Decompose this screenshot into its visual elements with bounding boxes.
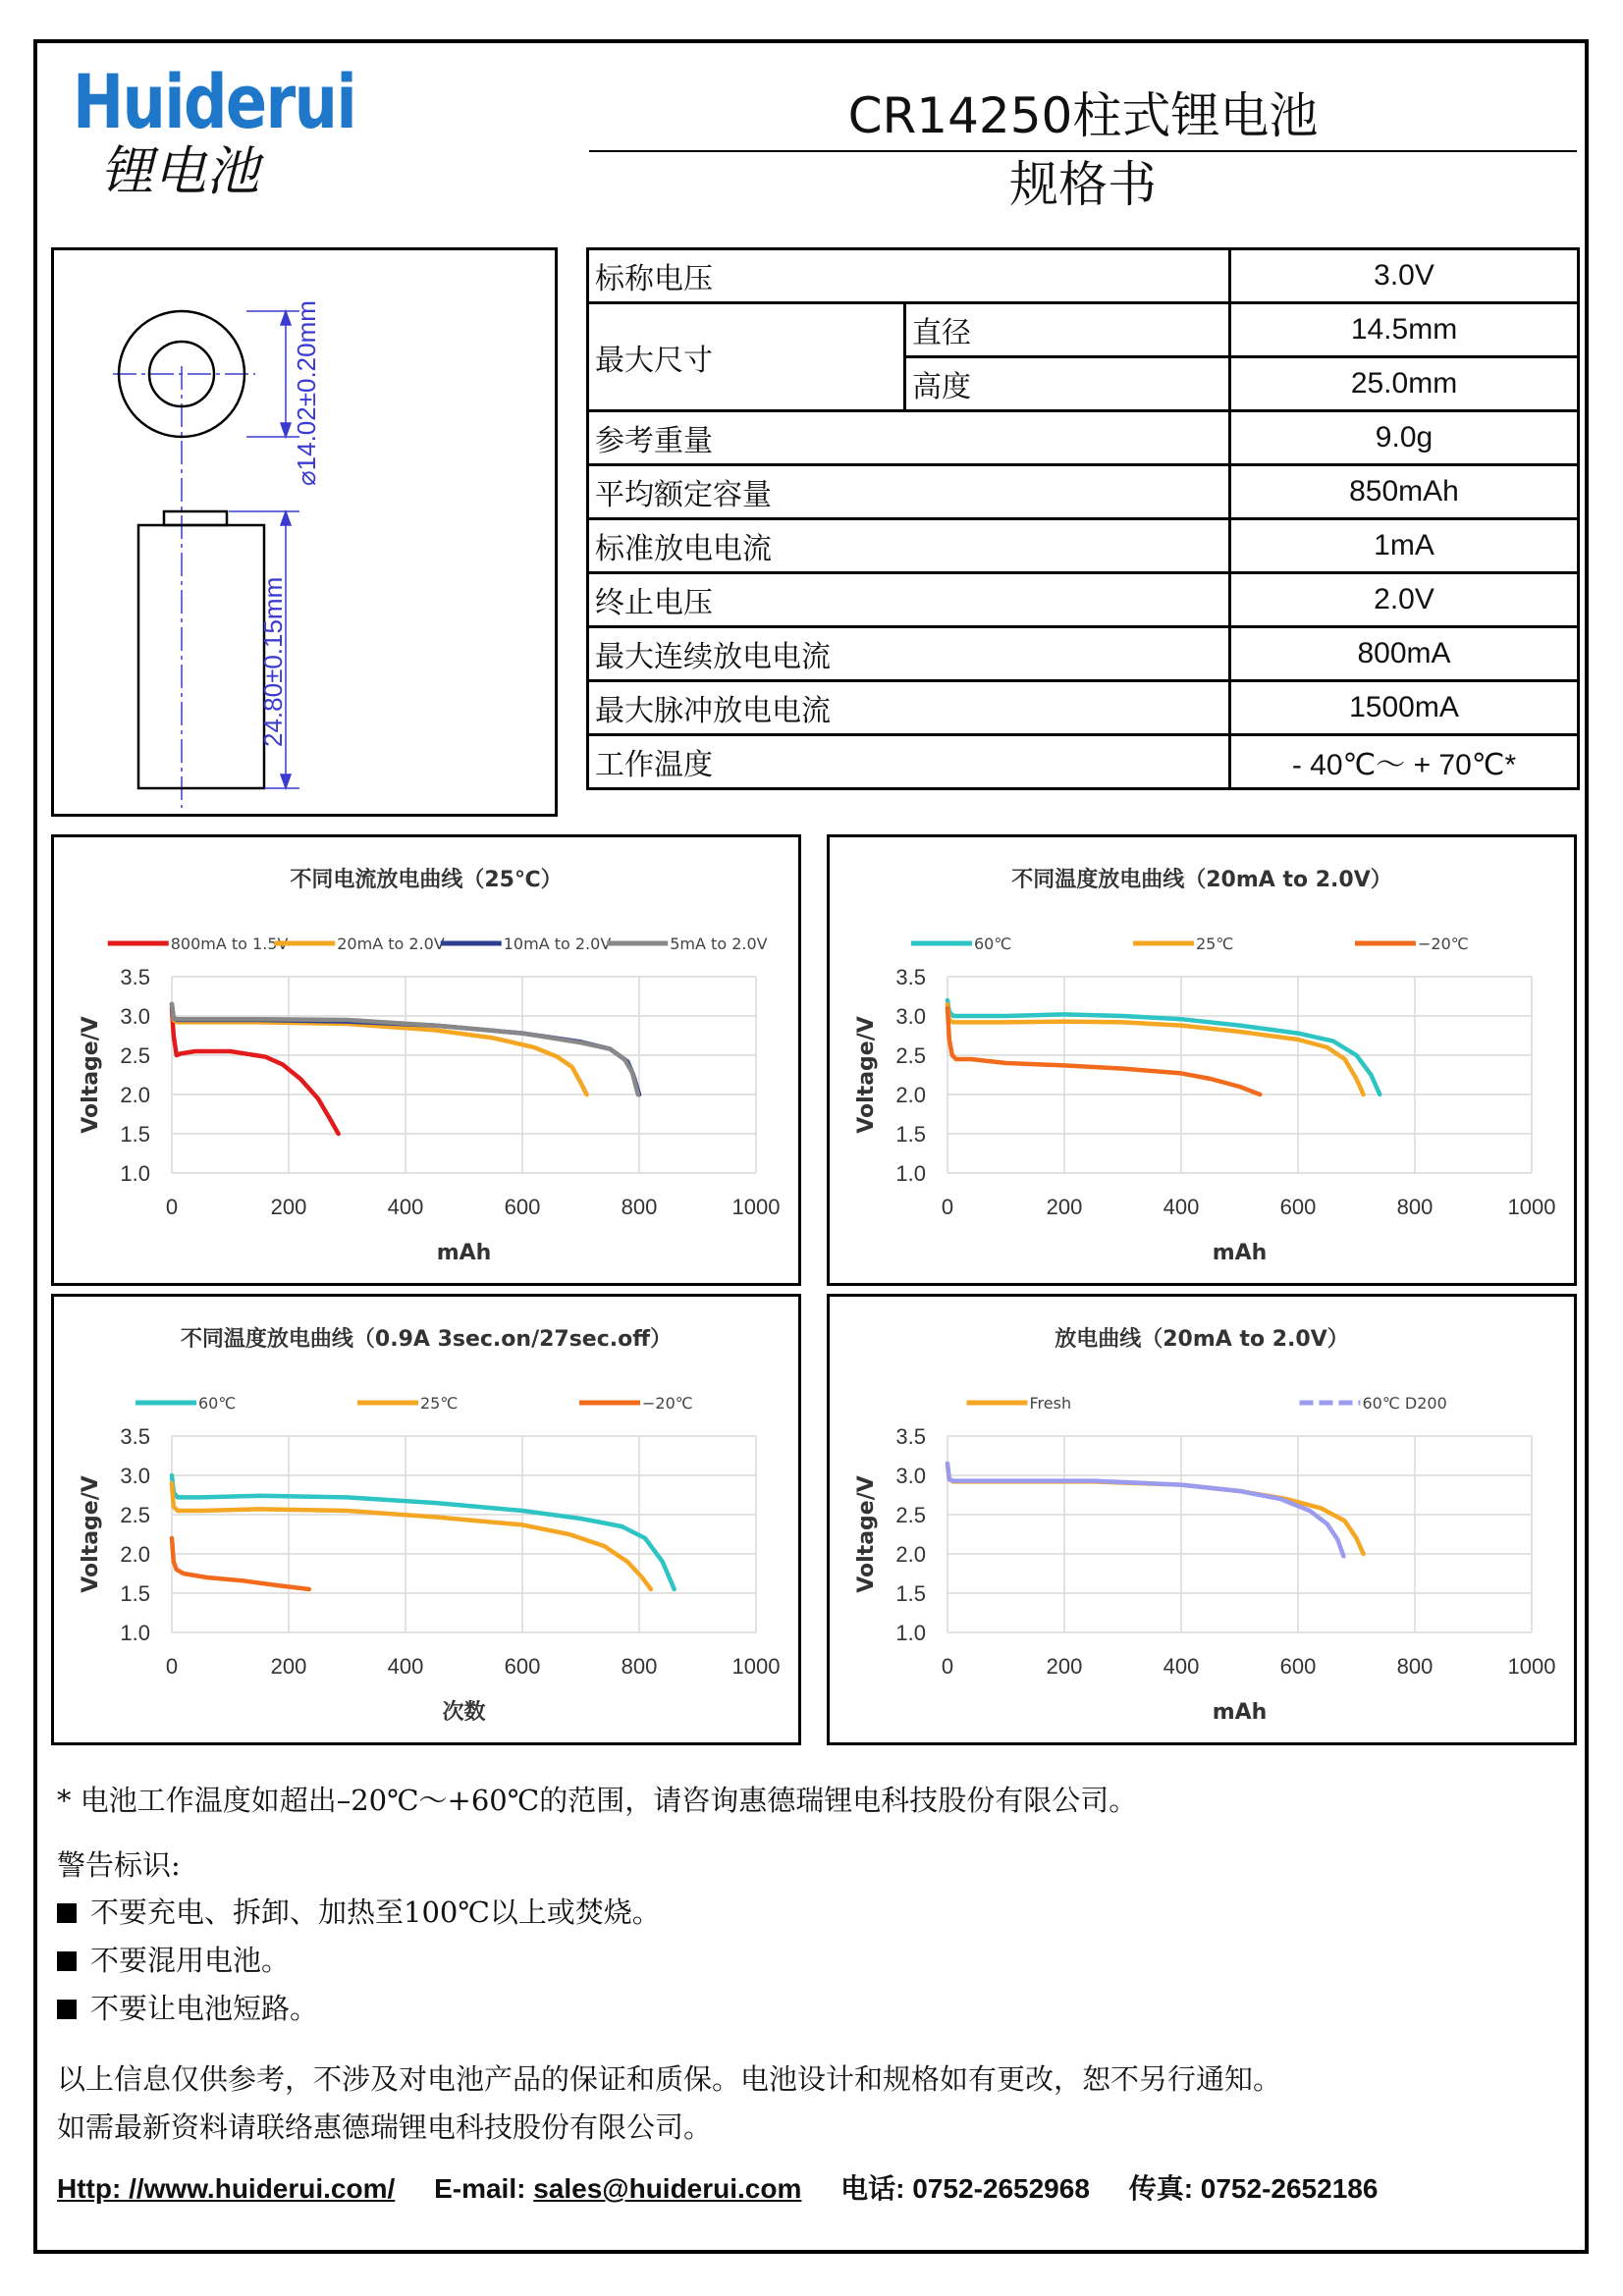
- spec-row: [588, 465, 1579, 519]
- battery-body: [138, 525, 264, 788]
- x-tick-label: 1000: [1507, 1195, 1556, 1219]
- legend-item: [579, 1394, 693, 1413]
- x-tick-label: 800: [1396, 1654, 1434, 1679]
- y-tick-label: 1.0: [120, 1161, 150, 1186]
- series-line: [172, 1483, 651, 1589]
- y-tick-label: 2.0: [895, 1542, 926, 1567]
- y-tick-label: 2.0: [120, 1083, 150, 1107]
- spec-row: [588, 627, 1579, 681]
- spec-sublabel: 直径: [905, 303, 1230, 357]
- x-tick-label: 1000: [1507, 1654, 1556, 1679]
- doc-subtitle: 规格书: [1009, 156, 1157, 213]
- y-tick-label: 3.5: [895, 965, 926, 989]
- legend-label: −20℃: [1418, 934, 1469, 953]
- y-tick-label: 2.0: [120, 1542, 150, 1567]
- x-tick-label: 0: [165, 1654, 179, 1679]
- chart-svg: [54, 1297, 798, 1742]
- website-link[interactable]: Http: //www.huiderui.com/: [57, 2173, 396, 2204]
- x-tick-label: 200: [270, 1654, 307, 1679]
- x-axis-label: 次数: [442, 1700, 486, 1725]
- x-tick-label: 600: [504, 1195, 541, 1219]
- x-tick-label: 600: [504, 1654, 541, 1679]
- chart-title: 不同温度放电曲线（20mA to 2.0V）: [1011, 868, 1392, 892]
- legend-label: Fresh: [1029, 1394, 1072, 1413]
- x-tick-label: 0: [941, 1654, 954, 1679]
- square-bullet-icon: [57, 2000, 77, 2019]
- x-tick-label: 400: [387, 1195, 424, 1219]
- spec-row: [588, 411, 1579, 465]
- spec-label: 最大尺寸: [588, 303, 905, 411]
- dimension-drawing: [51, 247, 558, 817]
- x-axis-label: mAh: [1212, 1700, 1268, 1725]
- x-tick-label: 400: [1163, 1195, 1200, 1219]
- spec-value: 9.0g: [1230, 411, 1579, 465]
- y-tick-label: 3.5: [895, 1424, 926, 1449]
- warning-item: [57, 1939, 290, 1979]
- spec-label: 终止电压: [588, 573, 1230, 627]
- y-tick-label: 2.5: [895, 1043, 926, 1068]
- spec-value: 14.5mm: [1230, 303, 1579, 357]
- legend-item: [967, 1394, 1072, 1413]
- logo-subtitle: 锂电池: [100, 140, 259, 202]
- y-tick-label: 1.0: [895, 1621, 926, 1645]
- spec-label: 标准放电电流: [588, 519, 1230, 573]
- x-tick-label: 800: [621, 1654, 658, 1679]
- email-label: E-mail:: [434, 2173, 534, 2204]
- spec-sublabel: 高度: [905, 357, 1230, 411]
- x-tick-label: 0: [941, 1195, 954, 1219]
- spec-value: 1mA: [1230, 519, 1579, 573]
- spec-row: [588, 735, 1579, 789]
- legend-item: [607, 934, 767, 953]
- spec-row: [588, 519, 1579, 573]
- spec-value: 2.0V: [1230, 573, 1579, 627]
- spec-value: - 40℃～ + 70℃*: [1230, 735, 1579, 789]
- y-tick-label: 3.0: [895, 1464, 926, 1488]
- y-tick-label: 2.5: [120, 1043, 150, 1068]
- x-tick-label: 1000: [731, 1654, 781, 1679]
- y-axis-label: Voltage/V: [854, 1475, 879, 1593]
- spec-value: 800mA: [1230, 627, 1579, 681]
- footer: [57, 2167, 1409, 2207]
- y-tick-label: 1.5: [895, 1581, 926, 1606]
- disclaimer: 如需最新资料请联络惠德瑞锂电科技股份有限公司。: [57, 2110, 713, 2144]
- chart-svg: [830, 1297, 1574, 1742]
- legend-label: −20℃: [642, 1394, 693, 1413]
- spec-label: 参考重量: [588, 411, 1230, 465]
- warning-item: [57, 1987, 318, 2027]
- legend-label: 25℃: [420, 1394, 459, 1413]
- chart-fresh-vs-aged: [827, 1294, 1577, 1745]
- title-divider: [589, 150, 1577, 152]
- x-tick-label: 1000: [731, 1195, 781, 1219]
- height-dimension: 24.80±0.15mm: [258, 576, 288, 747]
- y-tick-label: 1.5: [895, 1122, 926, 1147]
- logo-brand: Huiderui: [73, 58, 356, 145]
- x-tick-label: 400: [1163, 1654, 1200, 1679]
- y-axis-label: Voltage/V: [79, 1016, 103, 1134]
- x-tick-label: 0: [165, 1195, 179, 1219]
- x-tick-label: 200: [1046, 1195, 1083, 1219]
- legend-item: [441, 934, 612, 953]
- y-tick-label: 2.0: [895, 1083, 926, 1107]
- chart-temp-discharge: [827, 834, 1577, 1286]
- series-line: [947, 1464, 1343, 1556]
- spec-label: 标称电压: [588, 249, 1230, 303]
- spec-row: [588, 249, 1579, 303]
- legend-label: 20mA to 2.0V: [337, 934, 445, 953]
- x-tick-label: 800: [1396, 1195, 1434, 1219]
- chart-title: 不同温度放电曲线（0.9A 3sec.on/27sec.off）: [180, 1327, 673, 1352]
- temp-note: * 电池工作温度如超出–20℃～+60℃的范围，请咨询惠德瑞锂电科技股份有限公司。: [57, 1784, 1138, 1817]
- legend-item: [1355, 934, 1469, 953]
- email-block: [434, 2173, 801, 2204]
- spec-value: 3.0V: [1230, 249, 1579, 303]
- y-tick-label: 2.5: [895, 1503, 926, 1527]
- y-axis-label: Voltage/V: [79, 1475, 103, 1593]
- y-tick-label: 1.5: [120, 1581, 150, 1606]
- spec-row: [588, 303, 1579, 357]
- doc-title: CR14250柱式锂电池: [847, 87, 1319, 144]
- chart-title: 不同电流放电曲线（25℃）: [290, 868, 563, 892]
- y-tick-label: 1.5: [120, 1122, 150, 1147]
- spec-label: 平均额定容量: [588, 465, 1230, 519]
- x-tick-label: 800: [621, 1195, 658, 1219]
- legend-label: 800mA to 1.5V: [170, 934, 289, 953]
- square-bullet-icon: [57, 1951, 77, 1971]
- fax-number: 传真: 0752-2652186: [1128, 2173, 1379, 2204]
- chart-svg: [830, 837, 1574, 1283]
- x-axis-label: mAh: [436, 1241, 492, 1265]
- spec-label: 最大连续放电电流: [588, 627, 1230, 681]
- y-tick-label: 3.0: [120, 1464, 150, 1488]
- y-tick-label: 1.0: [120, 1621, 150, 1645]
- legend-item: [911, 934, 1011, 953]
- legend-item: [357, 1394, 458, 1413]
- series-line: [172, 1475, 675, 1589]
- legend-item: [108, 934, 289, 953]
- legend-label: 5mA to 2.0V: [670, 934, 768, 953]
- spec-label: 工作温度: [588, 735, 1230, 789]
- y-tick-label: 3.0: [120, 1004, 150, 1029]
- legend-label: 60℃: [198, 1394, 237, 1413]
- x-axis-label: mAh: [1212, 1241, 1268, 1265]
- warning-text: 不要混用电池。: [90, 1944, 291, 1977]
- series-line: [947, 1000, 1380, 1095]
- warning-text: 不要充电、拆卸、加热至100℃以上或焚烧。: [90, 1896, 661, 1929]
- spec-row: [588, 681, 1579, 735]
- legend-item: [1300, 1394, 1447, 1413]
- chart-pulse-discharge: [51, 1294, 801, 1745]
- chart-title: 放电曲线（20mA to 2.0V）: [1055, 1327, 1349, 1352]
- logo: [73, 58, 417, 202]
- chart-current-discharge: [51, 834, 801, 1286]
- y-tick-label: 3.5: [120, 1424, 150, 1449]
- legend-label: 60℃ D200: [1362, 1394, 1447, 1413]
- positive-cap: [164, 511, 227, 525]
- disclaimer: 以上信息仅供参考，不涉及对电池产品的保证和质保。电池设计和规格如有更改，恕不另行通知。: [57, 2062, 1282, 2096]
- x-tick-label: 400: [387, 1654, 424, 1679]
- warning-item: [57, 1891, 661, 1931]
- x-tick-label: 600: [1279, 1195, 1317, 1219]
- x-tick-label: 200: [270, 1195, 307, 1219]
- square-bullet-icon: [57, 1903, 77, 1923]
- y-tick-label: 3.5: [120, 965, 150, 989]
- legend-item: [135, 1394, 236, 1413]
- warning-title: 警告标识:: [57, 1848, 181, 1882]
- chart-svg: [54, 837, 798, 1283]
- y-tick-label: 1.0: [895, 1161, 926, 1186]
- warning-text: 不要让电池短路。: [90, 1992, 319, 2025]
- series-line: [172, 1008, 339, 1134]
- legend-label: 60℃: [974, 934, 1012, 953]
- spec-table: [586, 247, 1580, 790]
- spec-value: 25.0mm: [1230, 357, 1579, 411]
- diameter-dimension: ⌀14.02±0.20mm: [292, 300, 321, 486]
- legend-label: 25℃: [1196, 934, 1234, 953]
- battery-drawing: [54, 250, 555, 814]
- legend-item: [274, 934, 445, 953]
- y-tick-label: 3.0: [895, 1004, 926, 1029]
- y-axis-label: Voltage/V: [854, 1016, 879, 1134]
- legend-label: 10mA to 2.0V: [503, 934, 612, 953]
- phone-number: 电话: 0752-2652968: [840, 2173, 1090, 2204]
- spec-label: 最大脉冲放电电流: [588, 681, 1230, 735]
- spec-value: 1500mA: [1230, 681, 1579, 735]
- x-tick-label: 200: [1046, 1654, 1083, 1679]
- email-link[interactable]: sales@huiderui.com: [533, 2173, 802, 2204]
- x-tick-label: 600: [1279, 1654, 1317, 1679]
- y-tick-label: 2.5: [120, 1503, 150, 1527]
- spec-value: 850mAh: [1230, 465, 1579, 519]
- legend-item: [1133, 934, 1233, 953]
- spec-row: [588, 573, 1579, 627]
